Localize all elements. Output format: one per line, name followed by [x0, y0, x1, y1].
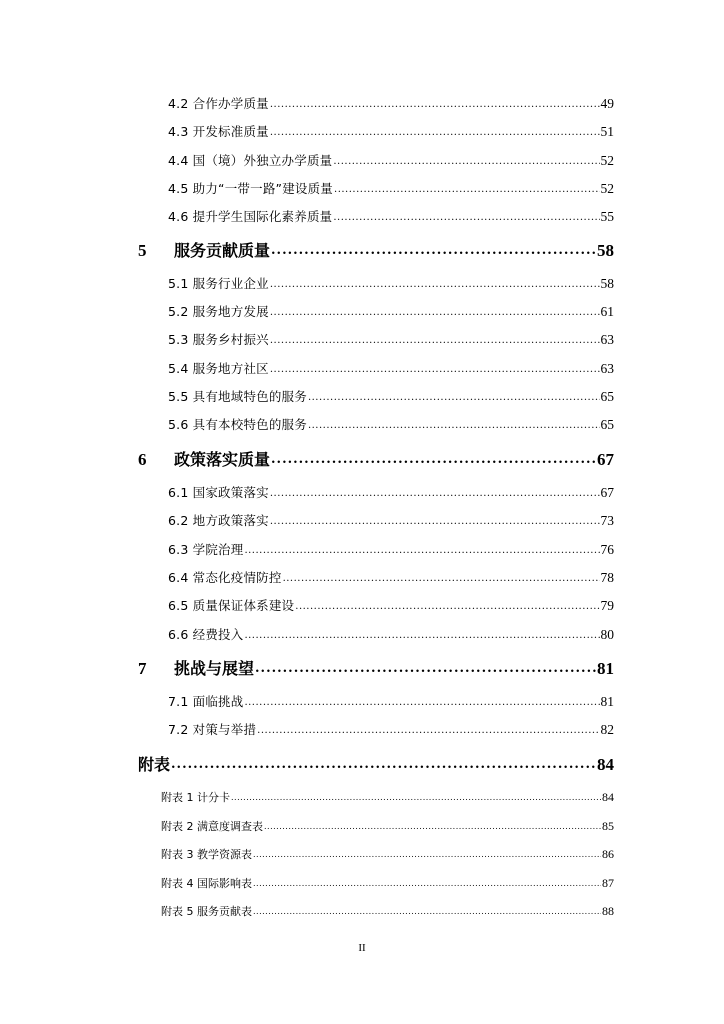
toc-entry-6-3[interactable]: [168, 540, 614, 558]
toc-entry-5-5[interactable]: [168, 387, 614, 405]
toc-entry-page: 52: [600, 181, 614, 196]
toc-chapter-6[interactable]: [138, 447, 614, 470]
toc-entry-page: 76: [600, 542, 614, 557]
toc-chapter-number: 6: [138, 450, 147, 469]
toc-entry-page: 80: [600, 627, 614, 642]
toc-entry-label: 4.6 提升学生国际化素养质量: [168, 209, 333, 224]
toc-entry-4-6[interactable]: [168, 207, 614, 225]
dot-leader: [244, 693, 599, 706]
toc-entry-page: 82: [600, 722, 614, 737]
toc-entry-label: 6.6 经费投入: [168, 627, 244, 642]
dot-leader: [253, 876, 601, 887]
dot-leader: [257, 721, 599, 734]
toc-entry-5-3[interactable]: [168, 330, 614, 348]
dot-leader: [264, 819, 601, 830]
toc-chapter-5[interactable]: [138, 238, 614, 261]
dot-leader: [270, 512, 600, 525]
toc-entry-page: 51: [600, 124, 614, 139]
dot-leader: [333, 152, 599, 165]
toc-entry-page: 61: [600, 304, 614, 319]
toc-entry-label: 6.3 学院治理: [168, 542, 244, 557]
toc-entry-6-2[interactable]: [168, 511, 614, 529]
dot-leader: [253, 904, 601, 915]
toc-entry-4-4[interactable]: [168, 151, 614, 169]
toc-entry-6-1[interactable]: [168, 483, 614, 501]
dot-leader: [295, 597, 599, 610]
toc-entry-label: 6.2 地方政策落实: [168, 513, 269, 528]
toc-chapter-label: 政策落实质量: [174, 450, 271, 469]
toc-chapter-page: 81: [597, 659, 614, 678]
dot-leader: [270, 95, 600, 108]
toc-entry-page: 65: [600, 389, 614, 404]
dot-leader: [271, 239, 596, 256]
toc-entry-4-2[interactable]: [168, 94, 614, 112]
toc-entry-label: 附表 4 国际影响表: [161, 877, 252, 890]
toc-entry-page: 85: [602, 819, 614, 833]
toc-entry-page: 86: [602, 847, 614, 861]
dot-leader: [308, 416, 600, 429]
dot-leader: [270, 484, 600, 497]
toc-entry-7-1[interactable]: [168, 692, 614, 710]
toc-entry-5-2[interactable]: [168, 302, 614, 320]
toc-entry-page: 88: [602, 904, 614, 918]
dot-leader: [271, 448, 596, 465]
toc-entry-4-5[interactable]: [168, 179, 614, 197]
toc-entry-page: 52: [600, 153, 614, 168]
toc-chapter-label: 挑战与展望: [174, 659, 255, 678]
dot-leader: [333, 208, 599, 221]
toc-chapter-appendix[interactable]: [138, 752, 614, 775]
toc-entry-label: 4.2 合作办学质量: [168, 96, 269, 111]
toc-entry-page: 49: [600, 96, 614, 111]
toc-entry-page: 63: [600, 361, 614, 376]
toc-entry-7-2[interactable]: [168, 720, 614, 738]
toc-entry-page: 78: [600, 570, 614, 585]
dot-leader: [270, 303, 600, 316]
toc-chapter-number: 7: [138, 659, 147, 678]
toc-entry-label: 附表 3 教学资源表: [161, 848, 252, 861]
toc-chapter-label: 服务贡献质量: [174, 241, 271, 260]
toc-chapter-page: 84: [597, 755, 614, 774]
toc-entry-label: 6.1 国家政策落实: [168, 485, 269, 500]
toc-entry-page: 81: [600, 694, 614, 709]
dot-leader: [253, 847, 601, 858]
toc-entry-page: 67: [600, 485, 614, 500]
toc-entry-page: 79: [600, 598, 614, 613]
toc-entry-page: 73: [600, 513, 614, 528]
toc-entry-label: 5.4 服务地方社区: [168, 361, 269, 376]
toc-chapter-label: 附表: [138, 755, 171, 774]
toc-entry-page: 55: [600, 209, 614, 224]
toc-appendix-1[interactable]: [161, 789, 614, 805]
toc-entry-4-3[interactable]: [168, 122, 614, 140]
toc-entry-page: 84: [602, 790, 614, 804]
dot-leader: [308, 388, 600, 401]
toc-entry-label: 7.2 对策与举措: [168, 722, 257, 737]
toc-entry-5-4[interactable]: [168, 359, 614, 377]
toc-appendix-4[interactable]: [161, 875, 614, 891]
dot-leader: [231, 790, 601, 801]
toc-entry-label: 5.5 具有地域特色的服务: [168, 389, 307, 404]
toc-entry-label: 附表 5 服务贡献表: [161, 905, 252, 918]
toc-entry-page: 58: [600, 276, 614, 291]
toc-entry-page: 63: [600, 332, 614, 347]
toc-appendix-3[interactable]: [161, 846, 614, 862]
dot-leader: [244, 541, 599, 554]
toc-entry-label: 7.1 面临挑战: [168, 694, 244, 709]
dot-leader: [270, 275, 600, 288]
dot-leader: [270, 360, 600, 373]
toc-entry-label: 6.5 质量保证体系建设: [168, 598, 295, 613]
toc-entry-label: 5.1 服务行业企业: [168, 276, 269, 291]
toc-entry-6-5[interactable]: [168, 596, 614, 614]
toc-entry-label: 附表 2 满意度调查表: [161, 820, 263, 833]
toc-entry-label: 5.6 具有本校特色的服务: [168, 417, 307, 432]
toc-entry-label: 4.5 助力“一带一路”建设质量: [168, 181, 334, 196]
toc-entry-label: 5.3 服务乡村振兴: [168, 332, 269, 347]
toc-entry-5-6[interactable]: [168, 415, 614, 433]
toc-entry-label: 5.2 服务地方发展: [168, 304, 269, 319]
toc-chapter-page: 58: [597, 241, 614, 260]
toc-chapter-7[interactable]: [138, 656, 614, 679]
dot-leader: [244, 626, 599, 639]
toc-entry-label: 附表 1 计分卡: [161, 791, 230, 804]
dot-leader: [270, 331, 600, 344]
toc-entry-label: 4.4 国（境）外独立办学质量: [168, 153, 333, 168]
toc-entry-5-1[interactable]: [168, 274, 614, 292]
dot-leader: [270, 123, 600, 136]
toc-entry-label: 4.3 开发标准质量: [168, 124, 269, 139]
page-number: II: [358, 942, 366, 954]
toc-chapter-page: 67: [597, 450, 614, 469]
dot-leader: [255, 657, 596, 674]
toc-entry-6-6[interactable]: [168, 625, 614, 643]
toc-entry-page: 65: [600, 417, 614, 432]
toc-entry-label: 6.4 常态化疫情防控: [168, 570, 282, 585]
toc-entry-page: 87: [602, 876, 614, 890]
dot-leader: [334, 180, 599, 193]
toc-appendix-2[interactable]: [161, 818, 614, 834]
dot-leader: [171, 753, 596, 770]
toc-entry-6-4[interactable]: [168, 568, 614, 586]
dot-leader: [283, 569, 600, 582]
toc-chapter-number: 5: [138, 241, 147, 260]
toc-appendix-5[interactable]: [161, 903, 614, 919]
